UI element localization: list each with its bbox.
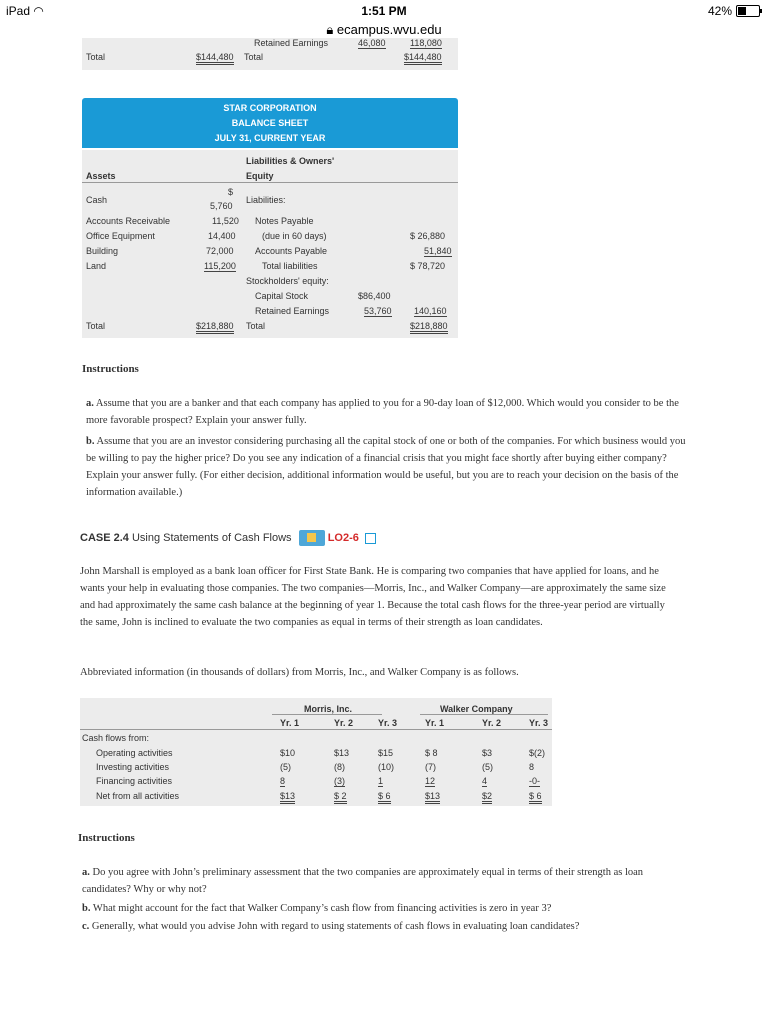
total-label: Total: [86, 52, 106, 62]
cash-flow-cell: $ 2: [334, 791, 347, 804]
total-liabilities-label: Total liabilities: [262, 261, 318, 271]
retained-earnings-label: Retained Earnings: [255, 306, 330, 316]
notes-payable-value: $ 26,880: [410, 231, 446, 241]
cash-flow-cell: (7): [425, 762, 436, 772]
capital-stock-value: $86,400: [358, 291, 391, 301]
year-header: Yr. 2: [482, 718, 502, 728]
cash-flow-row-label: Operating activities: [96, 748, 173, 758]
external-link-icon[interactable]: [365, 533, 376, 544]
retained-earnings-total: 118,080: [410, 38, 442, 48]
retained-earnings-label: Retained Earnings: [254, 38, 329, 48]
cash-flow-cell: $10: [280, 748, 296, 758]
previous-balance-sheet-fragment: [82, 38, 458, 70]
wifi-icon: ◠: [33, 4, 44, 18]
total-liab-equity-value: $218,880: [410, 321, 448, 334]
cash-flow-cell: $ 8: [425, 748, 438, 758]
ar-value: 11,520: [212, 216, 239, 226]
year-header: Yr. 2: [334, 718, 354, 728]
url-text: ecampus.wvu.edu: [336, 22, 442, 37]
cash-value: 5,760: [210, 201, 233, 211]
clock: 1:51 PM: [361, 4, 407, 18]
cash-flows-from-label: Cash flows from:: [82, 733, 150, 743]
accounts-payable-label: Accounts Payable: [255, 246, 328, 256]
cash-flow-cell: 8: [280, 776, 286, 786]
liabilities-label: Liabilities:: [246, 195, 286, 205]
instruction-a-1: a. Assume that you are a banker and that each company has applied to you for a 90-day loan of $12,000. Which would you consider to be the more favorable prospect? Explain your answer fully.: [86, 398, 679, 426]
cash-flow-cell: (3): [334, 776, 345, 786]
year-header: Yr. 3: [378, 718, 398, 728]
liabilities-header-1: Liabilities & Owners': [246, 156, 335, 166]
abbreviated-info-paragraph: Abbreviated information (in thousands of dollars) from Morris, Inc., and Walker Company is as follows.: [80, 667, 519, 678]
accounts-payable-value: 51,840: [424, 246, 452, 256]
land-label: Land: [86, 261, 107, 271]
book-icon[interactable]: [299, 530, 325, 546]
ar-label: Accounts Receivable: [86, 216, 171, 226]
cash-flow-cell: $13: [425, 791, 440, 804]
capital-stock-label: Capital Stock: [255, 291, 309, 301]
star-corporation-header: [82, 98, 458, 148]
instruction-b-2: b. What might account for the fact that Walker Company’s cash flow from financing activities is zero in year 3?: [82, 903, 552, 914]
statement-title: BALANCE SHEET: [231, 118, 309, 128]
liabilities-header-2: Equity: [246, 171, 274, 181]
case-paragraph: John Marshall is employed as a bank loan officer for First State Bank. He is comparing two companies that have applied for loans, and he wants your help in evaluating those companies. The two companies—Morris, Inc., and Walker Company—are approximately the same size and had approximately the same cash balance at the beginning of year 1. Because the total cash flows for the three-year period are virtually the same, John is inclined to evaluate the two companies as equal in terms of their strength as loan candidates.: [80, 566, 666, 628]
cash-flow-cell: $(2): [529, 748, 546, 758]
total-liabilities-value: $ 78,720: [410, 261, 446, 271]
cash-flow-cell: 12: [425, 776, 436, 786]
year-header: Yr. 3: [529, 718, 549, 728]
cash-flow-cell: (8): [334, 762, 345, 772]
cash-flow-row-label: Net from all activities: [96, 791, 180, 801]
instruction-a-2: a. Do you agree with John’s preliminary assessment that the two companies are approximately equal in terms of their strength as loan candidates? Why or why not?: [82, 867, 644, 895]
retained-earnings-value: 46,080: [358, 38, 386, 48]
cash-flow-cell: 4: [482, 776, 488, 786]
land-value: 115,200: [204, 261, 236, 271]
office-equipment-value: 14,400: [208, 231, 236, 241]
year-header: Yr. 1: [280, 718, 300, 728]
cash-flow-row-label: Investing activities: [96, 762, 170, 772]
company-name: STAR CORPORATION: [223, 103, 317, 113]
cash-flow-cell: $13: [280, 791, 295, 804]
cash-flow-cell: $13: [334, 748, 350, 758]
office-equipment-label: Office Equipment: [86, 231, 155, 241]
instruction-c-2: c. Generally, what would you advise John with regard to using statements of cash flows in evaluating loan candidates?: [82, 921, 580, 932]
cash-flow-cell: $15: [378, 748, 394, 758]
star-balance-sheet: [82, 150, 458, 338]
equity-total-value: 140,160: [414, 306, 447, 316]
statement-date: JULY 31, CURRENT YEAR: [214, 133, 326, 143]
cash-flow-row-label: Financing activities: [96, 776, 173, 786]
cash-label: Cash: [86, 195, 108, 205]
walker-header: Walker Company: [440, 704, 513, 714]
cash-flow-table: [80, 698, 552, 806]
cash-flow-cell: $2: [482, 791, 492, 804]
instruction-b-1: b. Assume that you are an investor considering purchasing all the capital stock of one or both of the companies. For which business would you be willing to pay the higher price? Do you see any indication of a financial crisis that you might face shortly after buying either company? Explain your answer fully. (For either decision, additional information would be useful, but you are to reach your decision on the basis of the information available.): [86, 436, 686, 498]
cash-flow-cell: 1: [378, 776, 384, 786]
morris-header: Morris, Inc.: [304, 704, 353, 714]
device-label: iPad ◠: [6, 4, 44, 18]
building-label: Building: [86, 246, 119, 256]
learning-objective-link[interactable]: LO2-6: [327, 531, 359, 544]
case-heading: CASE 2.4 Using Statements of Cash Flows LO2-6: [80, 530, 376, 546]
cash-flow-cell: (5): [280, 762, 291, 772]
lock-icon: 🔒︎: [326, 22, 334, 37]
cash-flow-cell: -0-: [529, 776, 540, 786]
cash-flow-cell: (5): [482, 762, 493, 772]
cash-flow-cell: (10): [378, 762, 395, 772]
cash-flow-cell: $3: [482, 748, 493, 758]
battery-icon: [736, 5, 760, 17]
instructions-heading-1: Instructions: [82, 363, 139, 375]
url-bar[interactable]: [0, 22, 768, 38]
building-value: 72,000: [206, 246, 234, 256]
total-liabilities-equity: $144,480: [404, 52, 442, 65]
total-assets: $144,480: [196, 52, 234, 65]
instructions-heading-2: Instructions: [78, 832, 135, 844]
cash-flow-cell: 8: [529, 762, 535, 772]
cash-flow-cell: $ 6: [378, 791, 391, 804]
notes-payable-label: Notes Payable: [255, 216, 314, 226]
total-right-label: Total: [244, 52, 264, 62]
cash-flow-cell: $ 6: [529, 791, 542, 804]
year-header: Yr. 1: [425, 718, 445, 728]
stockholders-equity-label: Stockholders' equity:: [246, 276, 329, 286]
assets-header: Assets: [86, 171, 116, 181]
battery-indicator: 42%: [708, 4, 760, 18]
retained-earnings-value: 53,760: [364, 306, 392, 316]
cash-dollar: $: [228, 187, 234, 197]
total-label: Total: [86, 321, 106, 331]
total-assets-value: $218,880: [196, 321, 234, 334]
total-right-label: Total: [246, 321, 266, 331]
status-bar: [0, 0, 768, 22]
notes-payable-due: (due in 60 days): [262, 231, 327, 241]
